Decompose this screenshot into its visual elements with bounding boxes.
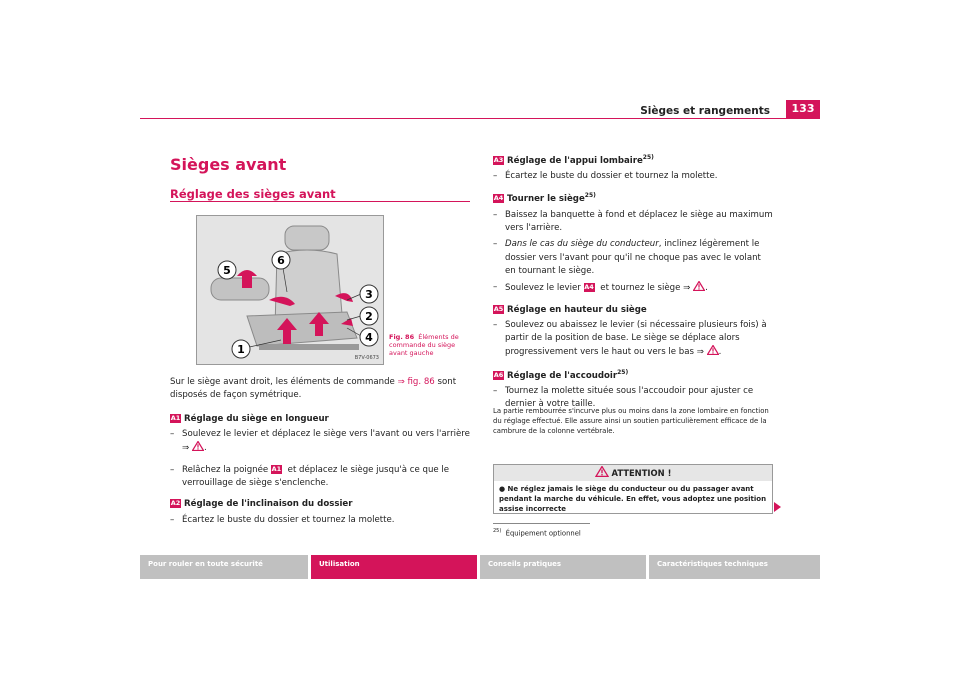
footnote: $^{25)}$ Équipement optionnel bbox=[493, 528, 581, 538]
callout-6: 6 bbox=[277, 254, 285, 267]
attention-box bbox=[493, 464, 773, 514]
note-paragraph: La partie rembourrée s'incurve plus ou moins dans la zone lombaire en fonction du réglage effectué. Elle assure ainsi un soutien particulièrement efficace de la cambrure de la colonne vertébrale. bbox=[493, 407, 769, 435]
marker-a4-inline: A4 bbox=[584, 283, 594, 292]
fig-ref-link[interactable]: fig. 86 bbox=[407, 377, 435, 387]
s3-step-1: – Écartez le buste du dossier et tournez la molette. bbox=[493, 170, 773, 183]
s5-heading: A5 Réglage en hauteur du siège bbox=[493, 304, 647, 315]
intro-paragraph: Sur le siège avant droit, les éléments de commande ⇒ fig. 86 sont disposés de façon symétrique. bbox=[170, 377, 457, 401]
header-rule bbox=[140, 118, 820, 119]
callout-4: 4 bbox=[365, 331, 373, 344]
s1-heading: A1 Réglage du siège en longueur bbox=[170, 413, 329, 424]
s5-step-1: – Soulevez ou abaissez le levier (si nécessaire plusieurs fois) à partir de la position de base. Le siège se déplace alors progressivement vers le haut ou vers le bas ⇒ . bbox=[493, 319, 773, 360]
s4-step-1: – Baissez la banquette à fond et déplacez le siège au maximum vers l'arrière. bbox=[493, 209, 773, 236]
s6-heading: A6 Réglage de l'accoudoir$^{25)}$ bbox=[493, 368, 629, 381]
marker-a3: A3 bbox=[493, 155, 504, 164]
s2-heading: A2 Réglage de l'inclinaison du dossier bbox=[170, 499, 353, 510]
figure-code: B7V-0673 bbox=[354, 355, 379, 361]
s3-heading: A3 Réglage de l'appui lombaire$^{25)}$ bbox=[493, 154, 654, 166]
seat-figure bbox=[196, 215, 384, 365]
warning-triangle-icon bbox=[595, 466, 609, 477]
attention-text: ● Ne réglez jamais le siège du conducteur ou du passager avant pendant la marche du véhicule. En effet, vous adoptez une position assise incorrecte bbox=[499, 485, 767, 514]
footnote-rule bbox=[493, 523, 590, 524]
warning-triangle-icon[interactable] bbox=[192, 441, 204, 451]
s1-step-2: – Relâchez la poignée A1 et déplacez le siège jusqu'à ce que le verrouillage de siège s'enclenche. bbox=[170, 464, 470, 491]
footer-tab-operation[interactable]: Utilisation bbox=[311, 555, 477, 579]
left-column bbox=[170, 376, 470, 527]
footer-tab-technical[interactable]: Caractéristiques techniques bbox=[649, 555, 820, 579]
right-column bbox=[493, 153, 773, 412]
marker-a1-inline: A1 bbox=[271, 464, 282, 473]
s6-step-1: – Tournez la molette située sous l'accoudoir pour ajuster ce dernier à votre taille. bbox=[493, 385, 773, 412]
caption-label: Fig. 86 bbox=[389, 333, 415, 341]
s4-step-2: – Dans le cas du siège du conducteur, inclinez légèrement le dossier vers l'avant pour qu'il ne choque pas avec le volant en tournant le siège. bbox=[493, 238, 773, 278]
attention-title: ATTENTION ! bbox=[611, 468, 672, 478]
callout-1: 1 bbox=[237, 343, 245, 356]
callout-3: 3 bbox=[365, 288, 373, 301]
next-page-arrow-icon[interactable] bbox=[774, 502, 781, 512]
marker-a6: A6 bbox=[493, 370, 504, 379]
footer-tab-tips[interactable]: Conseils pratiques bbox=[480, 555, 646, 579]
s4-step-3: – Soulevez le levier A4 et tournez le siège ⇒ . bbox=[493, 281, 773, 295]
marker-a5: A5 bbox=[493, 304, 504, 313]
marker-a1: A1 bbox=[170, 413, 181, 422]
page-number: 133 bbox=[786, 100, 820, 118]
warning-triangle-icon[interactable] bbox=[707, 345, 719, 355]
bullet-icon: ● bbox=[499, 485, 506, 493]
figure-caption bbox=[389, 333, 471, 357]
seat-illustration bbox=[197, 216, 383, 364]
footer-tab-safety[interactable]: Pour rouler en toute sécurité bbox=[140, 555, 308, 579]
caption-text: Éléments de commande du siège avant gauche bbox=[389, 333, 459, 358]
section-title: Sièges avant bbox=[170, 155, 287, 174]
fig-ref-arrow[interactable]: ⇒ bbox=[397, 377, 405, 387]
marker-a2: A2 bbox=[170, 499, 181, 508]
running-header-title: Sièges et rangements bbox=[640, 105, 770, 117]
callout-2: 2 bbox=[365, 310, 373, 323]
subsection-title: Réglage des sièges avant bbox=[170, 187, 336, 201]
marker-a4: A4 bbox=[493, 194, 504, 203]
s2-step-1: – Écartez le buste du dossier et tournez la molette. bbox=[170, 514, 470, 527]
s4-heading: A4 Tourner le siège$^{25)}$ bbox=[493, 192, 596, 205]
callout-5: 5 bbox=[223, 264, 231, 277]
warning-triangle-icon[interactable] bbox=[693, 281, 705, 291]
attention-header bbox=[494, 465, 772, 481]
s1-step-1: – Soulevez le levier et déplacez le siège vers l'avant ou vers l'arrière ⇒ . bbox=[170, 428, 470, 456]
subsection-rule bbox=[170, 201, 470, 202]
